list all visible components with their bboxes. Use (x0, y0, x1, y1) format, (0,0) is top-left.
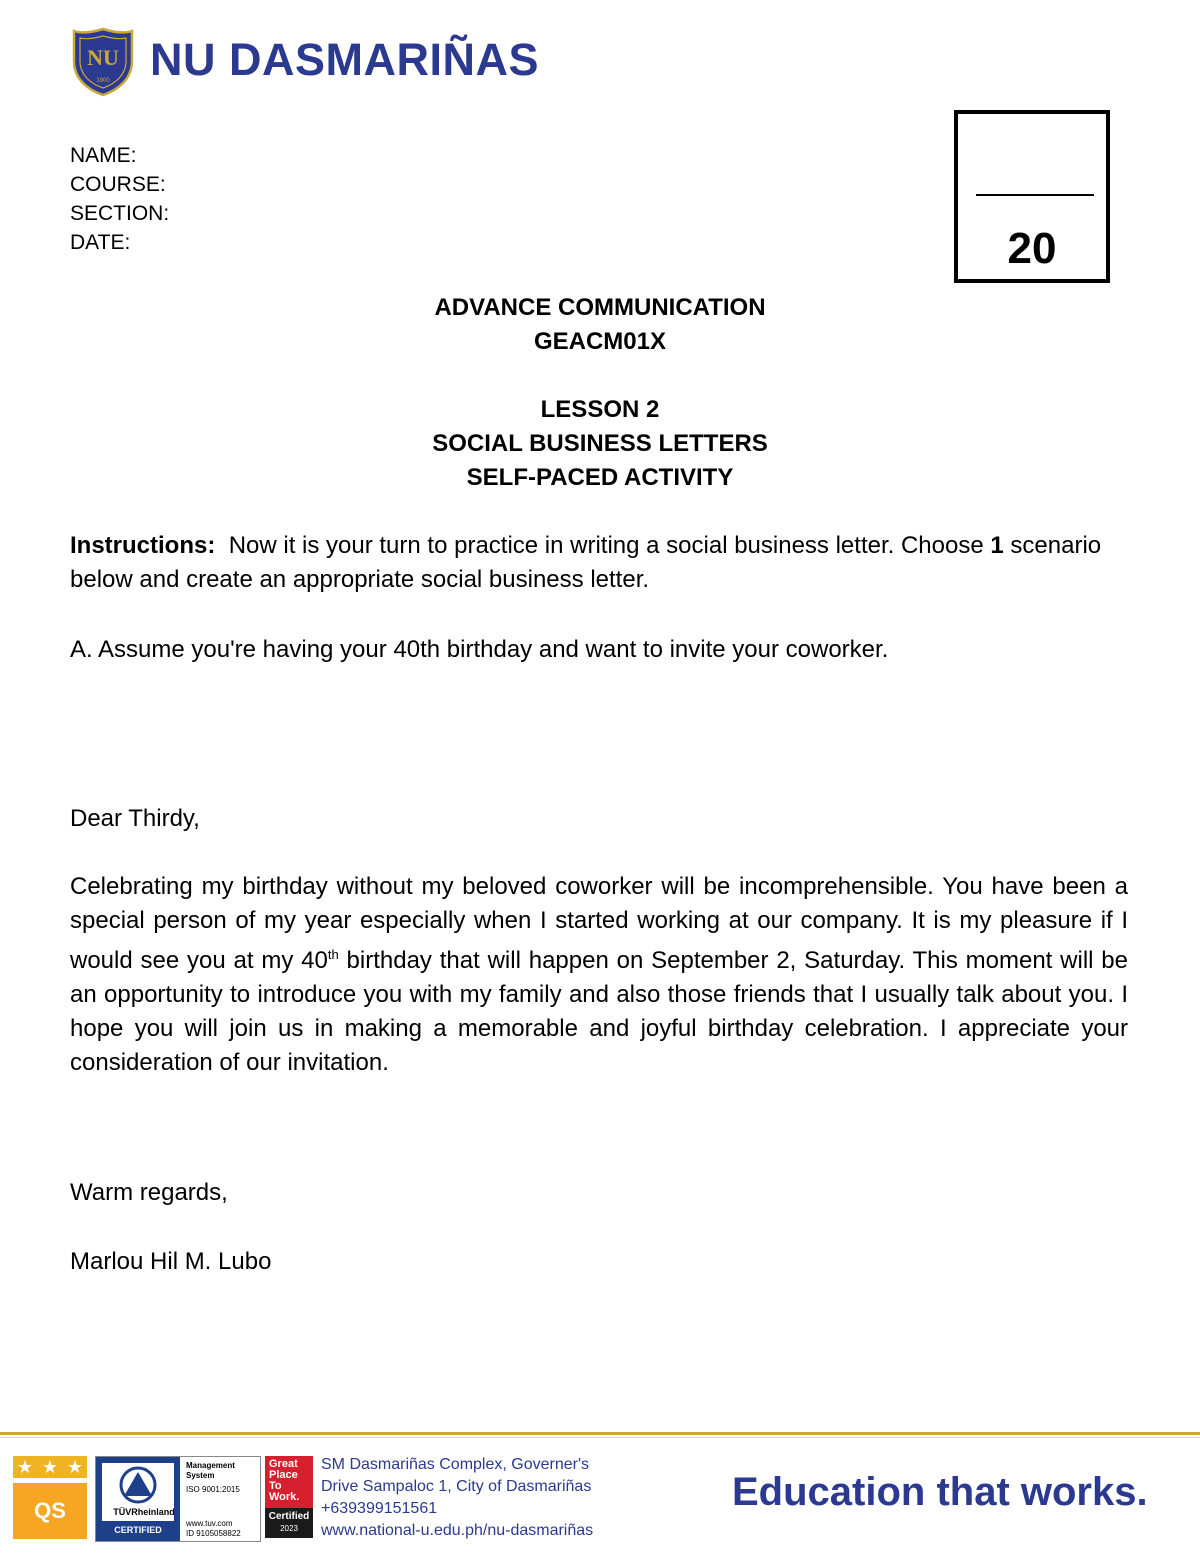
instructions (70, 529, 1128, 597)
scenario-a: A. Assume you're having your 40th birthday and want to invite your coworker. (70, 636, 889, 663)
date-label: DATE: (70, 231, 131, 254)
gptw-year: 2023 (280, 1524, 298, 1533)
tuv-certification-badge (95, 1456, 261, 1542)
letter-salutation: Dear Thirdy, (70, 805, 200, 832)
letter-body (70, 870, 1128, 1080)
great-place-to-work-badge (265, 1456, 313, 1538)
score-blank-line (976, 194, 1094, 196)
tuv-logo-panel (96, 1457, 180, 1541)
activity-title: SELF-PACED ACTIVITY (466, 464, 734, 491)
instructions-label: Instructions: (70, 532, 216, 559)
name-label: NAME: (70, 144, 137, 167)
instructions-number: 1 (990, 532, 1004, 559)
star-icon: ★ (41, 1457, 59, 1477)
footer-divider-thin (0, 1437, 1200, 1438)
gptw-line1: Great (269, 1458, 298, 1470)
course-code: GEACM01X (533, 328, 667, 355)
tuv-certified-label: CERTIFIED (114, 1525, 162, 1535)
letter-closing: Warm regards, (70, 1179, 228, 1206)
tuv-system-line1: Management (186, 1461, 235, 1470)
tuv-triangle-icon (102, 1463, 174, 1507)
star-icon: ★ (66, 1457, 84, 1477)
gptw-line4: Work. (269, 1491, 300, 1503)
school-name: NU DASMARIÑAS (150, 34, 539, 85)
course-title: ADVANCE COMMUNICATION (434, 294, 766, 321)
shield-icon (72, 27, 134, 97)
address-line-2: Drive Sampaloc 1, City of Dasmariñas (321, 1478, 592, 1495)
topic-title: SOCIAL BUSINESS LETTERS (432, 430, 768, 457)
tagline: Education that works. (732, 1470, 1148, 1514)
tuv-system-line2: System (186, 1471, 215, 1480)
gptw-line3: To (269, 1480, 282, 1492)
gptw-certified: Certified (268, 1511, 310, 1522)
letter-body-part-1: Celebrating my birthday without my beloved coworker will be incomprehensible. You have been a special person of my year especially when I started working at our company. It is my pleasure if I would see you at my 40 (70, 873, 1128, 974)
seal-year: 1900 (96, 78, 110, 84)
phone-number: +639399151561 (321, 1500, 438, 1517)
qs-logo: QS (13, 1483, 87, 1539)
tuv-id: ID 9105058822 (186, 1529, 241, 1538)
gptw-line2: Place (269, 1469, 298, 1481)
score-total: 20 (1007, 224, 1057, 273)
website-link[interactable]: www.national-u.edu.ph/nu-dasmariñas (321, 1522, 594, 1539)
star-icon: ★ (16, 1457, 34, 1477)
letter-signature: Marlou Hil M. Lubo (70, 1248, 272, 1275)
course-label: COURSE: (70, 173, 166, 196)
address-line-1: SM Dasmariñas Complex, Governer's (321, 1456, 590, 1473)
tuv-brand-text: TÜVRheinland (113, 1507, 175, 1517)
university-seal-logo (72, 27, 134, 97)
qs-stars-rating (13, 1456, 87, 1478)
footer-divider (0, 1432, 1200, 1435)
instructions-text-1: Now it is your turn to practice in writing a social business letter. Choose (228, 532, 984, 559)
tuv-site: www.tuv.com (186, 1519, 233, 1528)
tuv-iso: ISO 9001:2015 (186, 1485, 240, 1494)
seal-monogram: NU (87, 45, 119, 70)
section-label: SECTION: (70, 202, 170, 225)
lesson-title: LESSON 2 (540, 396, 660, 423)
letter-body-part-2: birthday that will happen on September 2, Saturday. This moment will be an opportunity to introduce you with my family and also those friends that I usually talk about you. I hope you will join us in making a memorable and joyful birthday celebration. I appreciate your consideration of our invitation. (70, 947, 1128, 1076)
score-box (954, 110, 1110, 283)
letter-body-superscript: th (327, 947, 339, 962)
instructions-text-2: scenario below and create an appropriate social business letter. (70, 532, 1102, 593)
